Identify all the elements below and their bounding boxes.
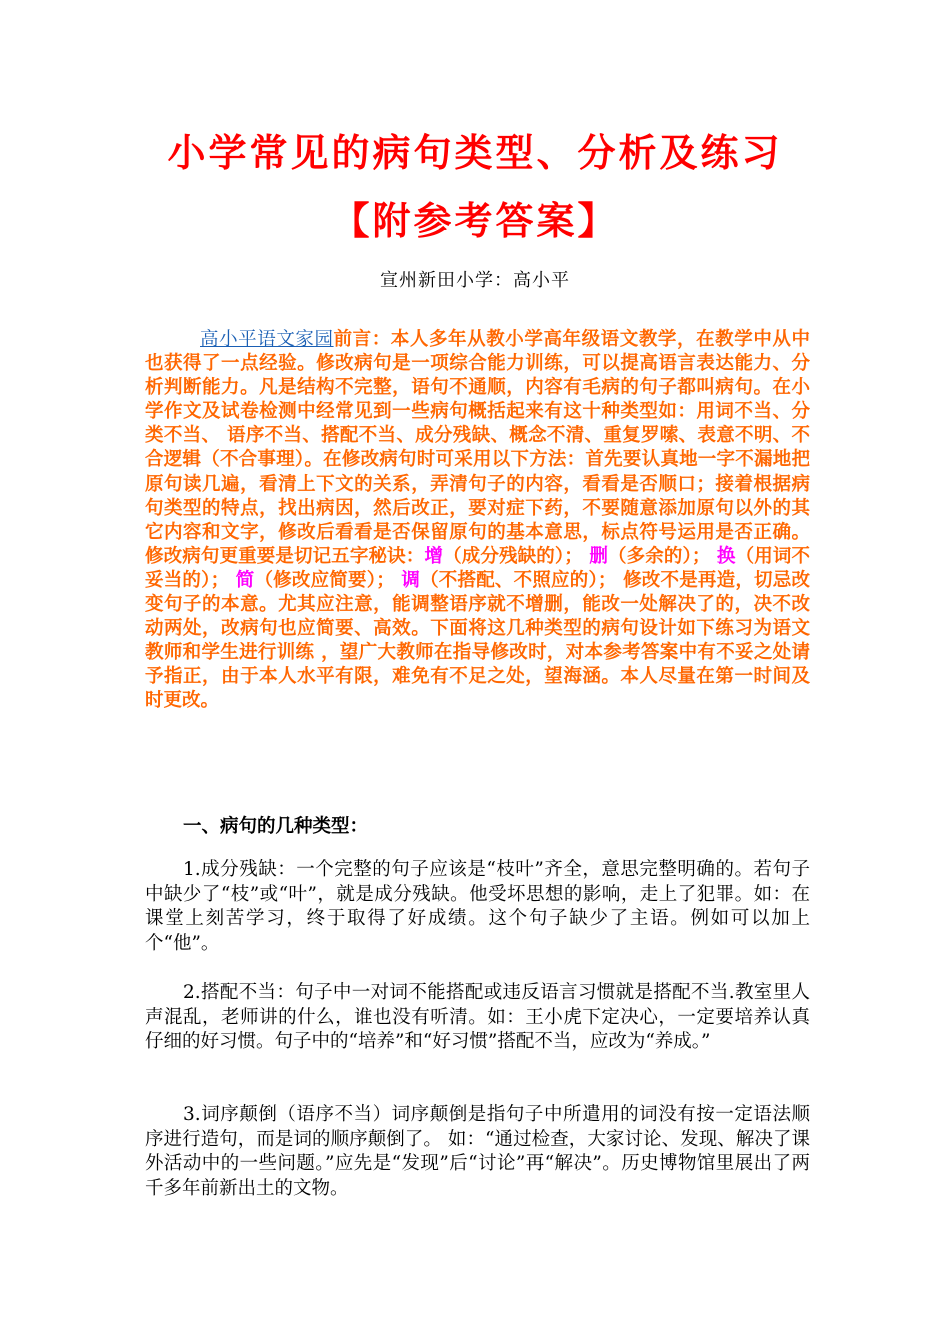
document-subtitle: 【附参考答案】 (331, 198, 619, 243)
preface-text-c: （多余的）； (607, 545, 717, 567)
paragraph-improper-collocation: 2.搭配不当：句子中一对词不能搭配或违反语言习惯就是搭配不当.教室里人声混乱，老师讲的什么，谁也没有听清。如：王小虎下定决心，一定要培养认真仔细的好习惯。句子中的“培养”和“好习惯”搭配不当，应改为“养成。” (145, 982, 810, 1052)
preface-text-a: 前言：本人多年从教小学高年级语文教学，在教学中从中也获得了一点经验。修改病句是一项综合能力训练，可以提高语言表达能力、分析判断能力。凡是结构不完整，语句不通顺，内容有毛病的句子都叫病句。在小学作文及试卷检测中经常见到一些病句概括起来有这十种类型如：用词不当、分类不当、 语序不当、搭配不当、成分残缺、概念不清、重复罗嗦、表意不明、不合逻辑（不合事理）。在修改病句时可采用以下方法：首先要认真地一字不漏地把原句读几遍，看清上下文的关系，弄清句子的内容，看看是否顺口；接着根据病句类型的特点，找出病因，然后改正，要对症下药，不要随意添加原句以外的其它内容和文字，修改后看看是否保留原句的基本意思，标点符号运用是否正确。修改病句更重要是切记五字秘诀： (145, 329, 810, 567)
author-line: 宣州新田小学：高小平 (380, 270, 570, 291)
preface-text-d: （用词不妥当的）； (145, 545, 810, 591)
preface-text-b: （成分残缺的）； (443, 545, 590, 567)
preface-text-f: （不搭配、不照应的）； 修改不是再造，切忌改变句子的本意。尤其应注意，能调整语序就不增删，能改一处解决了的，决不改动两处，改病句也应简要、高效。下面将这几种类型的病句设计如下练习为语文教师和学生进行训练 ，望广大教师在指导修改时，对本参考答案中有不妥之处请予指正，由于本人水平有限，难免有不足之处，望海涵。本人尽量在第一时间及时更改。 (145, 569, 810, 712)
blog-link[interactable]: 高小平语文家园 (200, 329, 334, 350)
preface-text-e: （修改应简要）； (254, 569, 402, 591)
keyword-add: 增 (424, 545, 444, 567)
paragraph-incomplete-components: 1.成分残缺：一个完整的句子应该是“枝叶”齐全，意思完整明确的。若句子中缺少了“枝”或“叶”，就是成分残缺。他受坏思想的影响，走上了犯罪。如：在课堂上刻苦学习，终于取得了好成绩。这个句子缺少了主语。例如可以加上个“他”。 (145, 859, 810, 954)
keyword-replace: 换 (716, 545, 736, 567)
keyword-adjust: 调 (401, 569, 421, 591)
document-title: 小学常见的病句类型、分析及练习 (167, 130, 783, 175)
paragraph-word-order: 3.词序颠倒（语序不当）词序颠倒是指句子中所遣用的词没有按一定语法顺序进行造句，而是词的顺序颠倒了。 如：“通过检查，大家讨论、发现、解决了课外活动中的一些问题。”应先是“发现”后“讨论”再“解决”。历史博物馆里展出了两千多年前新出土的文物。 (145, 1104, 810, 1199)
preface-paragraph (145, 328, 810, 714)
keyword-simplify: 简 (235, 569, 255, 591)
keyword-delete: 删 (589, 545, 608, 567)
section-heading: 一、病句的几种类型： (183, 816, 369, 837)
